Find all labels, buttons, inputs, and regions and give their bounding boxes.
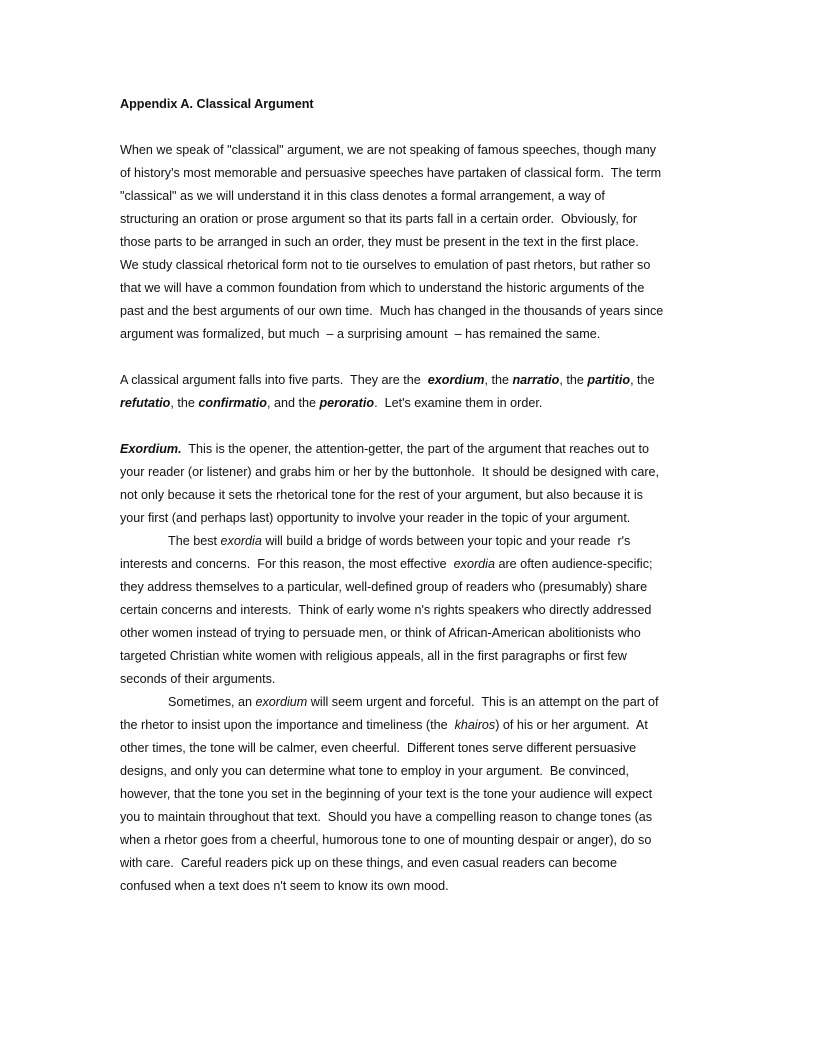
text-line: other women instead of trying to persuade men, or think of African-American abolitionists who: [120, 626, 641, 640]
spacer: [120, 346, 700, 369]
section-heading-exordium: Exordium.: [120, 442, 182, 456]
text-run: This is the opener, the attention-getter, the part of the argument that reaches out to: [181, 442, 650, 456]
text-line: argument was formalized, but much – a surprising amount – has remained the same.: [120, 327, 601, 341]
text-line: they address themselves to a particular, well-defined group of readers who (presumably) share: [120, 580, 648, 594]
text-run: A classical argument falls into five parts. They are the: [120, 373, 428, 387]
text-line: seconds of their arguments.: [120, 672, 276, 686]
text-line: certain concerns and interests. Think of early wome n's rights speakers who directly addressed: [120, 603, 652, 617]
text-line: that we will have a common foundation from which to understand the historic arguments of the: [120, 281, 645, 295]
text-line: [120, 714, 700, 737]
text-line: of history's most memorable and persuasive speeches have partaken of classical form. The term: [120, 166, 662, 180]
term-exordium: exordium: [427, 373, 485, 387]
text-run: interests and concerns. For this reason, the most effective: [120, 557, 454, 571]
text-line: those parts to be arranged in such an order, they must be present in the text in the first place.: [120, 235, 639, 249]
text-line: you to maintain throughout that text. Should you have a compelling reason to change tones (as: [120, 810, 653, 824]
text-run: will build a bridge of words between your topic and your reade r's: [261, 534, 631, 548]
text-line: [120, 392, 700, 415]
spacer: [120, 116, 700, 139]
text-run: ) of his or her argument. At: [495, 718, 648, 732]
text-run: , the: [170, 396, 199, 410]
term-narratio: narratio: [512, 373, 560, 387]
text-line: [120, 369, 700, 392]
text-line: [120, 438, 700, 461]
text-line: confused when a text does n't seem to know its own mood.: [120, 879, 449, 893]
exordium-section: [120, 438, 700, 898]
spacer: [120, 415, 700, 438]
text-line: however, that the tone you set in the beginning of your text is the tone your audience will expect: [120, 787, 653, 801]
text-run: are often audience-specific;: [494, 557, 653, 571]
text-line: "classical" as we will understand it in this class denotes a formal arrangement, a way of: [120, 189, 605, 203]
text-line: When we speak of "classical" argument, we are not speaking of famous speeches, though many: [120, 143, 657, 157]
term-exordia: exordia: [220, 534, 262, 548]
text-line: [120, 691, 700, 714]
term-exordium: exordium: [255, 695, 308, 709]
text-line: We study classical rhetorical form not to tie ourselves to emulation of past rhetors, but rather so: [120, 258, 651, 272]
text-line: [120, 553, 700, 576]
text-run: the rhetor to insist upon the importance and timeliness (the: [120, 718, 455, 732]
text-run: The best: [168, 534, 221, 548]
text-line: when a rhetor goes from a cheerful, humorous tone to one of mounting despair or anger), do so: [120, 833, 652, 847]
text-line: past and the best arguments of our own time. Much has changed in the thousands of years since: [120, 304, 664, 318]
text-line: your first (and perhaps last) opportunity to involve your reader in the topic of your argument.: [120, 511, 631, 525]
document-body: [120, 93, 700, 898]
text-line: designs, and only you can determine what tone to employ in your argument. Be convinced,: [120, 764, 629, 778]
text-run: , the: [484, 373, 513, 387]
text-run: Sometimes, an: [168, 695, 256, 709]
intro-paragraph: [120, 139, 700, 346]
term-confirmatio: confirmatio: [198, 396, 267, 410]
document-title: Appendix A. Classical Argument: [120, 97, 314, 111]
term-refutatio: refutatio: [120, 396, 171, 410]
term-partitio: partitio: [587, 373, 631, 387]
text-line: [120, 530, 700, 553]
text-line: structuring an oration or prose argument so that its parts fall in a certain order. Obviously, for: [120, 212, 638, 226]
text-line: other times, the tone will be calmer, even cheerful. Different tones serve different persuasive: [120, 741, 637, 755]
text-line: not only because it sets the rhetorical tone for the rest of your argument, but also because it is: [120, 488, 643, 502]
text-line: your reader (or listener) and grabs him or her by the buttonhole. It should be designed with care,: [120, 465, 660, 479]
text-run: , the: [630, 373, 655, 387]
text-line: with care. Careful readers pick up on these things, and even casual readers can become: [120, 856, 618, 870]
five-parts-paragraph: [120, 369, 700, 415]
text-run: . Let's examine them in order.: [374, 396, 543, 410]
text-run: , the: [559, 373, 588, 387]
term-exordia: exordia: [453, 557, 495, 571]
term-peroratio: peroratio: [319, 396, 375, 410]
term-khairos: khairos: [454, 718, 496, 732]
text-run: , and the: [266, 396, 320, 410]
text-line: targeted Christian white women with religious appeals, all in the first paragraphs or first few: [120, 649, 627, 663]
text-run: will seem urgent and forceful. This is an attempt on the part of: [307, 695, 659, 709]
